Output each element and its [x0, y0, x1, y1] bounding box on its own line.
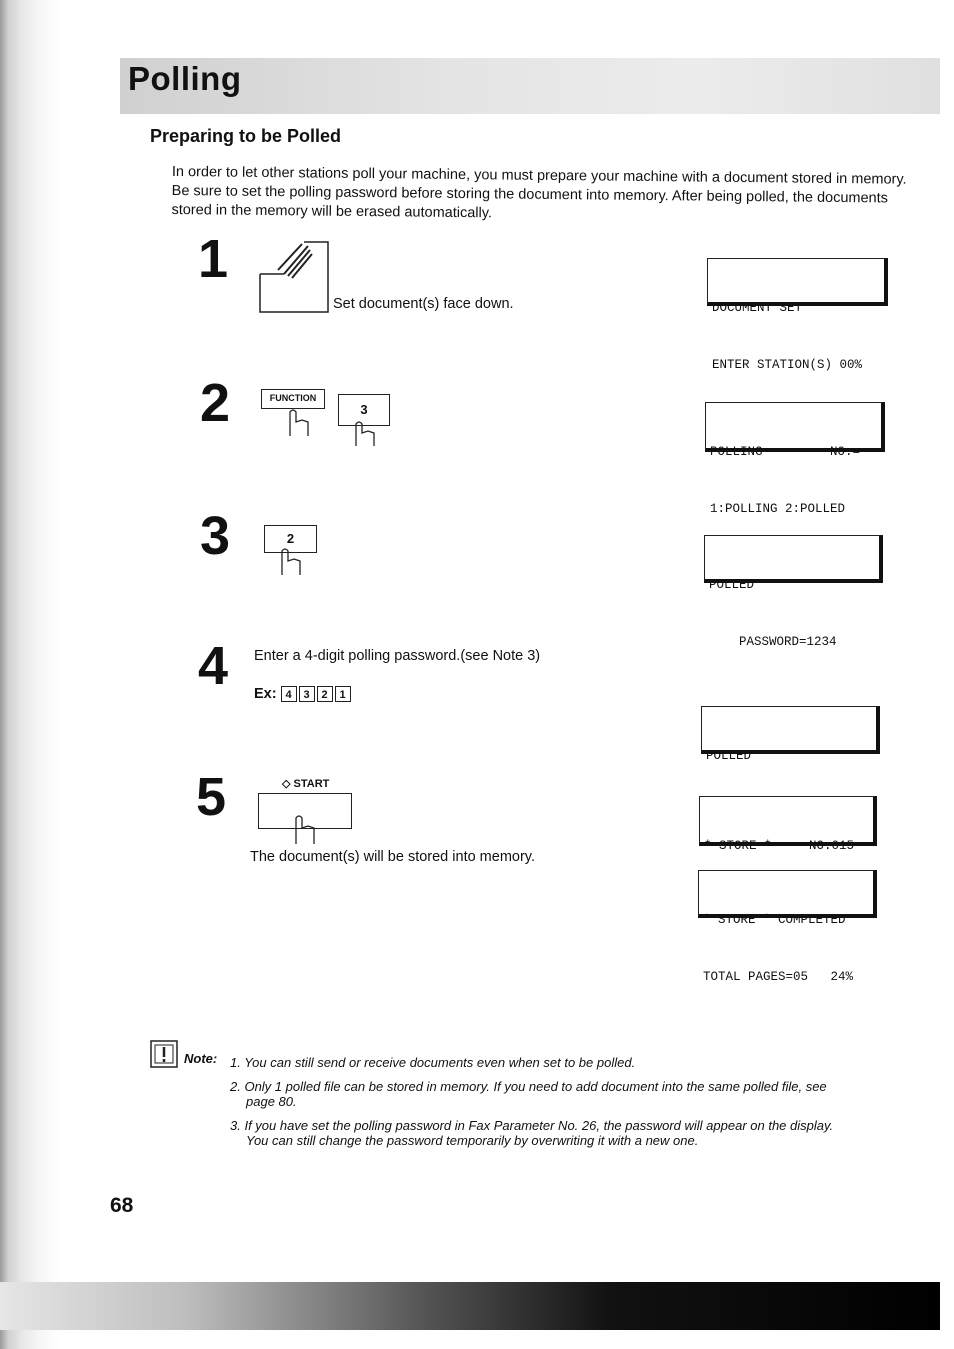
lcd-line: POLLED [709, 578, 755, 592]
step-number-5: 5 [196, 767, 227, 827]
note-item-3-cont: You can still change the password temporarily by overwriting it with a new one. [246, 1133, 699, 1148]
note-icon [150, 1040, 180, 1070]
step-number-1: 1 [198, 229, 229, 289]
section-heading: Preparing to be Polled [150, 126, 342, 146]
lcd-display-step-5 [699, 796, 877, 853]
document-feed-icon [258, 240, 330, 314]
key-2[interactable]: 2 [264, 525, 317, 553]
pressing-finger-icon [290, 814, 320, 846]
lcd-display-step-2 [705, 402, 885, 516]
example-row [254, 686, 353, 702]
lcd-line: * STORE * COMPLETED [703, 913, 846, 927]
pressing-finger-icon [350, 420, 380, 448]
lcd-line: 1:POLLING 2:POLLED [710, 502, 846, 516]
page-title: Polling [128, 60, 242, 97]
start-key-label [282, 777, 329, 790]
lcd-display-step-3 [704, 535, 883, 649]
book-spine-shadow [0, 0, 60, 1349]
pressing-finger-icon [276, 547, 306, 577]
step-number-4: 4 [198, 636, 229, 696]
lcd-line: PASSWORD=1234 [709, 635, 837, 649]
digit-key-3[interactable]: 3 [299, 686, 315, 702]
lcd-line: ENTER STATION(S) 00% [712, 358, 863, 372]
lcd-line: DOCUMENT SET [712, 301, 803, 315]
step-4-text: Enter a 4-digit polling password.(see Note 3) [254, 648, 541, 664]
step-number-3: 3 [200, 506, 231, 566]
lcd-line: * STORE * NO.015 [704, 839, 855, 853]
note-label: Note: [184, 1051, 218, 1066]
step-1-text: Set document(s) face down. [333, 296, 514, 312]
start-icon: ◇ [282, 778, 291, 790]
digit-key-4[interactable]: 4 [281, 686, 297, 702]
example-label: Ex: [254, 686, 277, 702]
note-item-3: 3. If you have set the polling password in Fax Parameter No. 26, the password will appear on the display. [230, 1118, 834, 1133]
note-item-2: 2. Only 1 polled file can be stored in memory. If you need to add document into the same polled file, see [230, 1079, 827, 1094]
bottom-edge-shadow [0, 1282, 940, 1330]
note-item-1: 1. You can still send or receive documents even when set to be polled. [230, 1055, 636, 1070]
intro-paragraph: In order to let other stations poll your machine, you must prepare your machine with a document stored in memory. Be sure to set the polling password before storing the document into memory. After being polled, the documents stored in the memory will be erased automatically. [171, 163, 907, 222]
step-number-2: 2 [200, 373, 231, 433]
step-5-text: The document(s) will be stored into memory. [250, 849, 536, 865]
lcd-line: POLLED [706, 749, 752, 763]
pressing-finger-icon [282, 408, 312, 438]
key-3[interactable]: 3 [338, 394, 390, 426]
function-key[interactable]: FUNCTION [261, 389, 325, 409]
lcd-display-step-5-complete [698, 870, 877, 984]
title-band [120, 58, 940, 114]
lcd-display-step-4 [701, 706, 880, 763]
start-label: START [293, 778, 330, 790]
lcd-line: TOTAL PAGES=05 24% [703, 970, 854, 984]
digit-key-1[interactable]: 1 [335, 686, 351, 702]
digit-key-2[interactable]: 2 [317, 686, 333, 702]
page-number: 68 [110, 1194, 134, 1217]
lcd-line: POLLING NO.= [710, 445, 861, 459]
lcd-display-step-1 [707, 258, 888, 372]
note-item-2-cont: page 80. [246, 1094, 297, 1109]
